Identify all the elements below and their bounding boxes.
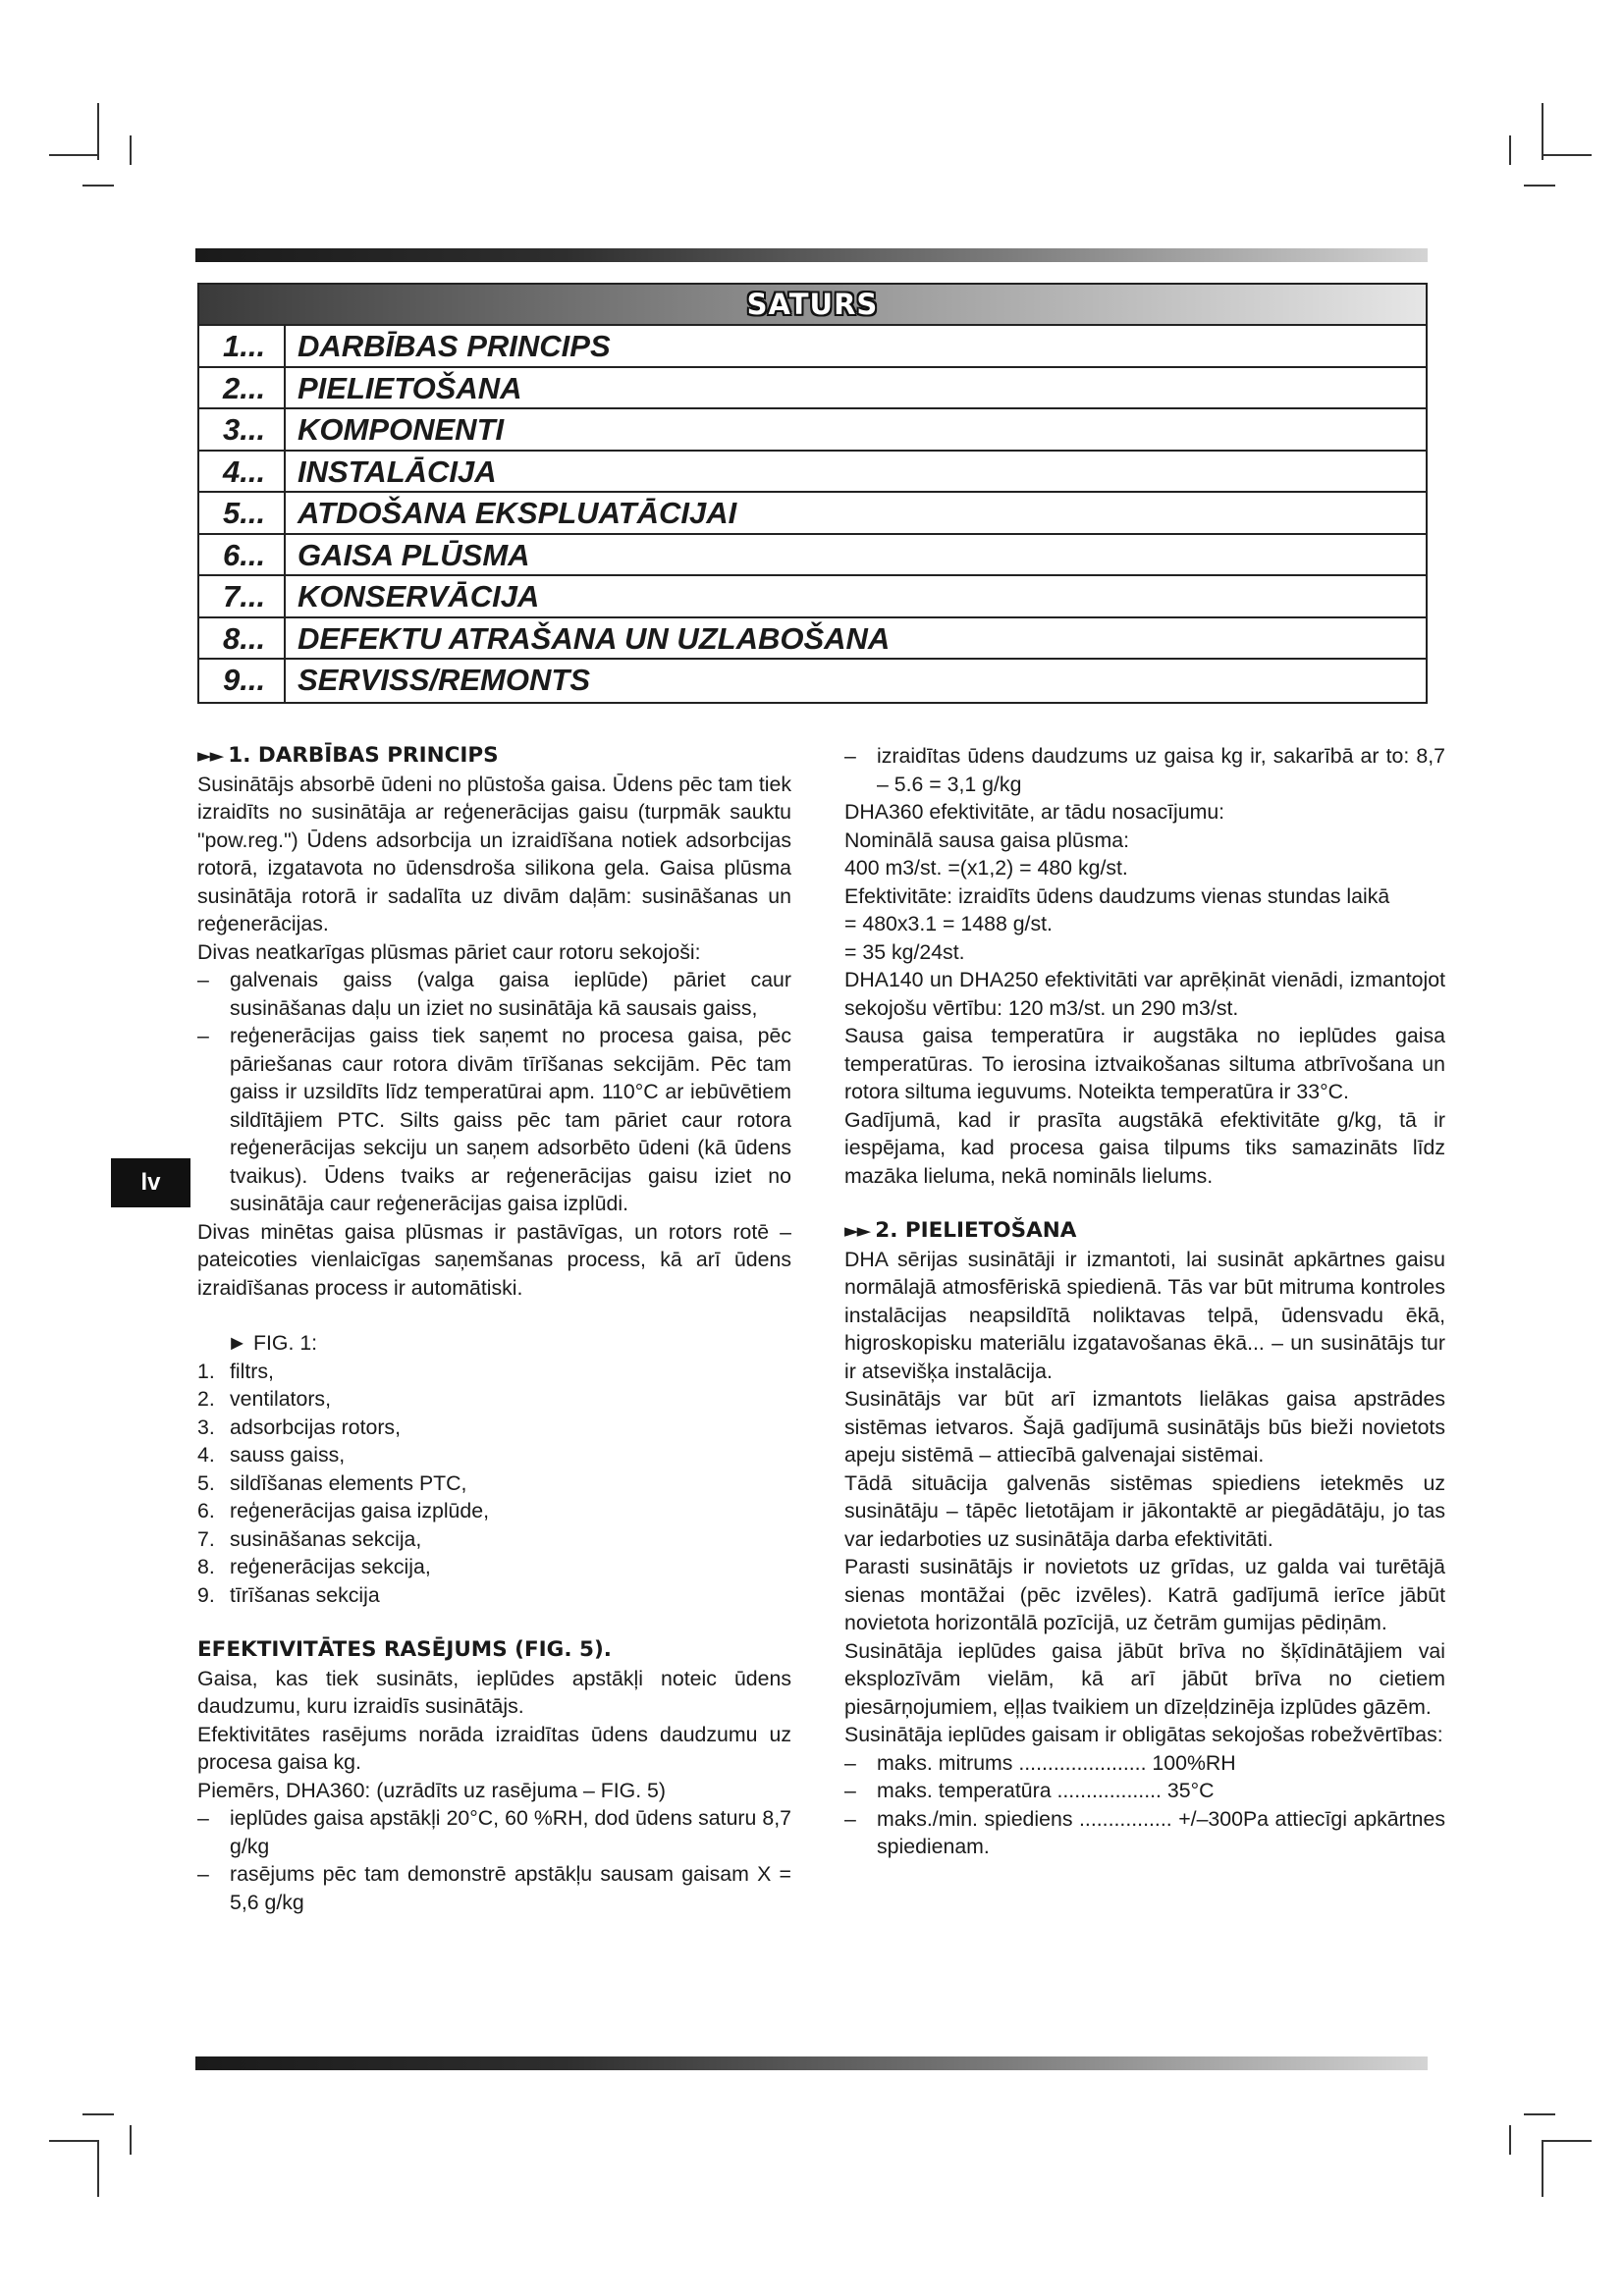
- toc-number: 6...: [199, 535, 286, 575]
- section-heading: ►► 2. PIELIETOŠANA: [844, 1218, 1077, 1243]
- list-item: – maks./min. spiediens ................ +/–300Pa attiecīgi apkārtnes spiedienam.: [844, 1806, 1445, 1858]
- toc-row: [199, 326, 1426, 368]
- paragraph: Tādā situācija galvenās sistēmas spiediens ietekmēs uz susinātāju – tāpēc lietotājam ir jākontaktē ar piegādātāju, jo tas var iedarboties uz susinātāja darba efektivitāti.: [844, 1470, 1445, 1551]
- toc-title: GAISA PLŪSMA: [298, 537, 530, 572]
- paragraph: Susinātāja ieplūdes gaisam ir obligātas sekojošas robežvērtības:: [844, 1723, 1443, 1746]
- toc-title: PIELIETOŠANA: [298, 370, 522, 405]
- toc-number: 8...: [199, 618, 286, 659]
- toc-row: [199, 452, 1426, 494]
- figure-list-item: 2. ventilators,: [197, 1387, 331, 1411]
- toc-title: SERVISS/REMONTS: [298, 663, 590, 697]
- section-heading: EFEKTIVITĀTES RASĒJUMS (FIG. 5).: [197, 1637, 612, 1662]
- right-column: [844, 742, 1445, 1861]
- toc-row: [199, 576, 1426, 618]
- paragraph: Gadījumā, kad ir prasīta augstākā efektivitāte g/kg, tā ir iespējama, kad procesa gaisa tilpums tiks samazināts līdz mazāka lieluma, nekā nomināls lielums.: [844, 1107, 1445, 1188]
- list-item: – reģenerācijas gaiss tiek saņemt no procesa gaisa, pēc pāriešanas caur rotora divām tīrīšanas sekcijām. Pēc tam gaiss ir uzsildīts līdz temperatūrai apm. 110°C ar iebūvētiem sildītājiem PTC. Silts gaiss pēc tam pāriet caur rotora reģenerācijas sekciju un saņem adsorbēto ūdeni (kā ūdens tvaikus). Ūdens tvaiks ar reģenerācijas gaisu iziet no susinātāja caur reģenerācijas gaisa izplūdi.: [197, 1024, 791, 1215]
- figure-list-item: 7. susināšanas sekcija,: [197, 1526, 422, 1551]
- paragraph: Efektivitāte: izraidīts ūdens daudzums vienas stundas laikā: [844, 883, 1390, 908]
- crop-mark: [1509, 2125, 1511, 2155]
- figure-list: [197, 1358, 791, 1610]
- figure-list-item: 8. reģenerācijas sekcija,: [197, 1555, 431, 1578]
- crop-mark: [130, 135, 132, 165]
- paragraph: Nominālā sausa gaisa plūsma:: [844, 828, 1130, 852]
- toc-title: KOMPONENTI: [298, 412, 505, 447]
- toc-number: 3...: [199, 409, 286, 450]
- toc-number: 4...: [199, 452, 286, 492]
- crop-mark: [82, 185, 114, 187]
- bottom-rule: [195, 2056, 1428, 2070]
- toc-title: KONSERVĀCIJA: [298, 579, 540, 614]
- list-item: – maks. mitrums ...................... 100%RH: [844, 1750, 1236, 1775]
- figure-list-item: 4. sauss gaiss,: [197, 1443, 346, 1467]
- paragraph: Piemērs, DHA360: (uzrādīts uz rasējuma – FIG. 5): [197, 1778, 666, 1802]
- toc-title: DARBĪBAS PRINCIPS: [298, 329, 611, 363]
- crop-mark: [1542, 103, 1543, 160]
- figure-list-item: 6. reģenerācijas gaisa izplūde,: [197, 1499, 490, 1522]
- crop-mark: [97, 103, 99, 160]
- toc-row: [199, 493, 1426, 535]
- toc-row: [199, 660, 1426, 702]
- left-column: [197, 742, 791, 1916]
- figure-list-item: 3. adsorbcijas rotors,: [197, 1415, 401, 1439]
- paragraph: Divas neatkarīgas plūsmas pāriet caur rotoru sekojoši:: [197, 939, 701, 964]
- figure-list-item: 1. filtrs,: [197, 1359, 274, 1383]
- toc-title: DEFEKTU ATRAŠANA UN UZLABOŠANA: [298, 620, 891, 656]
- paragraph: DHA140 un DHA250 efektivitāti var aprēķināt vienādi, izmantojot sekojošu vērtību: 120 m3/st. un 290 m3/st.: [844, 968, 1445, 1020]
- list-item: – galvenais gaiss (valga gaisa ieplūde) pāriet caur susināšanas daļu un iziet no susinātāja kā sausais gaiss,: [197, 968, 791, 1020]
- paragraph: Efektivitātes rasējums norāda izraidītas ūdens daudzumu uz procesa gaisa kg.: [197, 1722, 791, 1774]
- list-item: – izraidītas ūdens daudzums uz gaisa kg ir, sakarībā ar to: 8,7 – 5.6 = 3,1 g/kg: [844, 744, 1445, 796]
- paragraph: Sausa gaisa temperatūra ir augstāka no ieplūdes gaisa temperatūras. To ierosina iztvaikošanas siltuma atbrīvošana un rotora siltuma ieguvums. Noteikta temperatūra ir 33°C.: [844, 1024, 1445, 1103]
- section-heading: ►► 1. DARBĪBAS PRINCIPS: [197, 743, 499, 768]
- paragraph: Divas minētas gaisa plūsmas ir pastāvīgas, un rotors rotē – pateicoties vienlaicīgas saņemšanas process, kā arī ūdens izraidīšanas process ir automātiski.: [197, 1219, 791, 1300]
- crop-mark: [1524, 2113, 1555, 2115]
- paragraph: DHA sērijas susinātāji ir izmantoti, lai susināt apkārtnes gaisu normālajā atmosfēriskā spiedienā. Tās var būt mitruma kontroles instalācijas neapsildītā noliktavas telpā, ūdensvadu ēkā, higroskopisku materiālu izgatavošanas ēkā... – un susinātājs tur ir atsevišķa instalācija.: [844, 1247, 1445, 1383]
- top-rule: [195, 248, 1428, 262]
- list-item: – rasējums pēc tam demonstrē apstākļu sausam gaisam X = 5,6 g/kg: [197, 1862, 791, 1914]
- crop-mark: [49, 2140, 99, 2142]
- figure-label: ► FIG. 1:: [227, 1331, 318, 1355]
- paragraph: Susinātāja ieplūdes gaisa jābūt brīva no šķīdinātājiem vai eksplozīvām vielām, kā arī jābūt brīva no cietiem piesārņojumiem, eļļas tvaikiem un dīzeļdzinēja izplūdes gāzēm.: [844, 1638, 1445, 1719]
- crop-mark: [1542, 154, 1592, 156]
- toc-heading: SATURS: [199, 285, 1426, 326]
- language-tab: lv: [111, 1158, 190, 1207]
- paragraph: Susinātājs absorbē ūdeni no plūstoša gaisa. Ūdens pēc tam tiek izraidīts no susinātāja ar reģenerācijas gaisu (turpmāk sauktu "pow.reg.") Ūdens adsorbcija un izraidīšana notiek adsorbcijas rotorā, izgatavota no ūdensdroša silikona gela. Gaisa plūsma susinātāja rotorā ir sadalīta uz divām daļām: susināšanas un reģenerācijas.: [197, 772, 791, 935]
- crop-mark: [1524, 185, 1555, 187]
- crop-mark: [82, 2113, 114, 2115]
- paragraph: = 480x3.1 = 1488 g/st.: [844, 912, 1053, 935]
- toc-number: 5...: [199, 493, 286, 533]
- paragraph: Gaisa, kas tiek susināts, ieplūdes apstākļi noteic ūdens daudzumu, kuru izraidīs susinātājs.: [197, 1666, 791, 1718]
- toc-title: INSTALĀCIJA: [298, 454, 497, 489]
- crop-mark: [1509, 135, 1511, 165]
- crop-mark: [130, 2125, 132, 2155]
- toc-number: 7...: [199, 576, 286, 616]
- crop-mark: [49, 154, 99, 156]
- paragraph: Parasti susinātājs ir novietots uz grīdas, uz galda vai turētājā sienas montāžai (pēc izvēles). Katrā gadījumā ierīce jābūt novietota horizontālā pozīcijā, uz četrām gumijas pēdiņām.: [844, 1555, 1445, 1634]
- paragraph: 400 m3/st. =(x1,2) = 480 kg/st.: [844, 856, 1128, 880]
- table-of-contents: [197, 283, 1428, 704]
- toc-row: [199, 409, 1426, 452]
- paragraph: = 35 kg/24st.: [844, 939, 965, 964]
- toc-title: ATDOŠANA EKSPLUATĀCIJAI: [298, 496, 737, 530]
- paragraph: Susinātājs var būt arī izmantots lielākas gaisa apstrādes sistēmas ietvaros. Šajā gadījumā susinātājs būs bieži novietots apeju sistēmā – attiecībā galvenajai sistēmai.: [844, 1387, 1445, 1467]
- figure-list-item: 5. sildīšanas elements PTC,: [197, 1470, 467, 1495]
- crop-mark: [1542, 2140, 1592, 2142]
- crop-mark: [1542, 2140, 1543, 2197]
- toc-number: 9...: [199, 660, 286, 702]
- figure-list-item: 9. tīrīšanas sekcija: [197, 1582, 380, 1607]
- crop-mark: [97, 2140, 99, 2197]
- toc-row: [199, 368, 1426, 410]
- toc-number: 1...: [199, 326, 286, 366]
- paragraph: DHA360 efektivitāte, ar tādu nosacījumu:: [844, 800, 1225, 824]
- list-item: – maks. temperatūra .................. 35°C: [844, 1779, 1215, 1802]
- toc-row: [199, 535, 1426, 577]
- list-item: – ieplūdes gaisa apstākļi 20°C, 60 %RH, dod ūdens saturu 8,7 g/kg: [197, 1806, 791, 1858]
- toc-number: 2...: [199, 368, 286, 408]
- toc-row: [199, 618, 1426, 661]
